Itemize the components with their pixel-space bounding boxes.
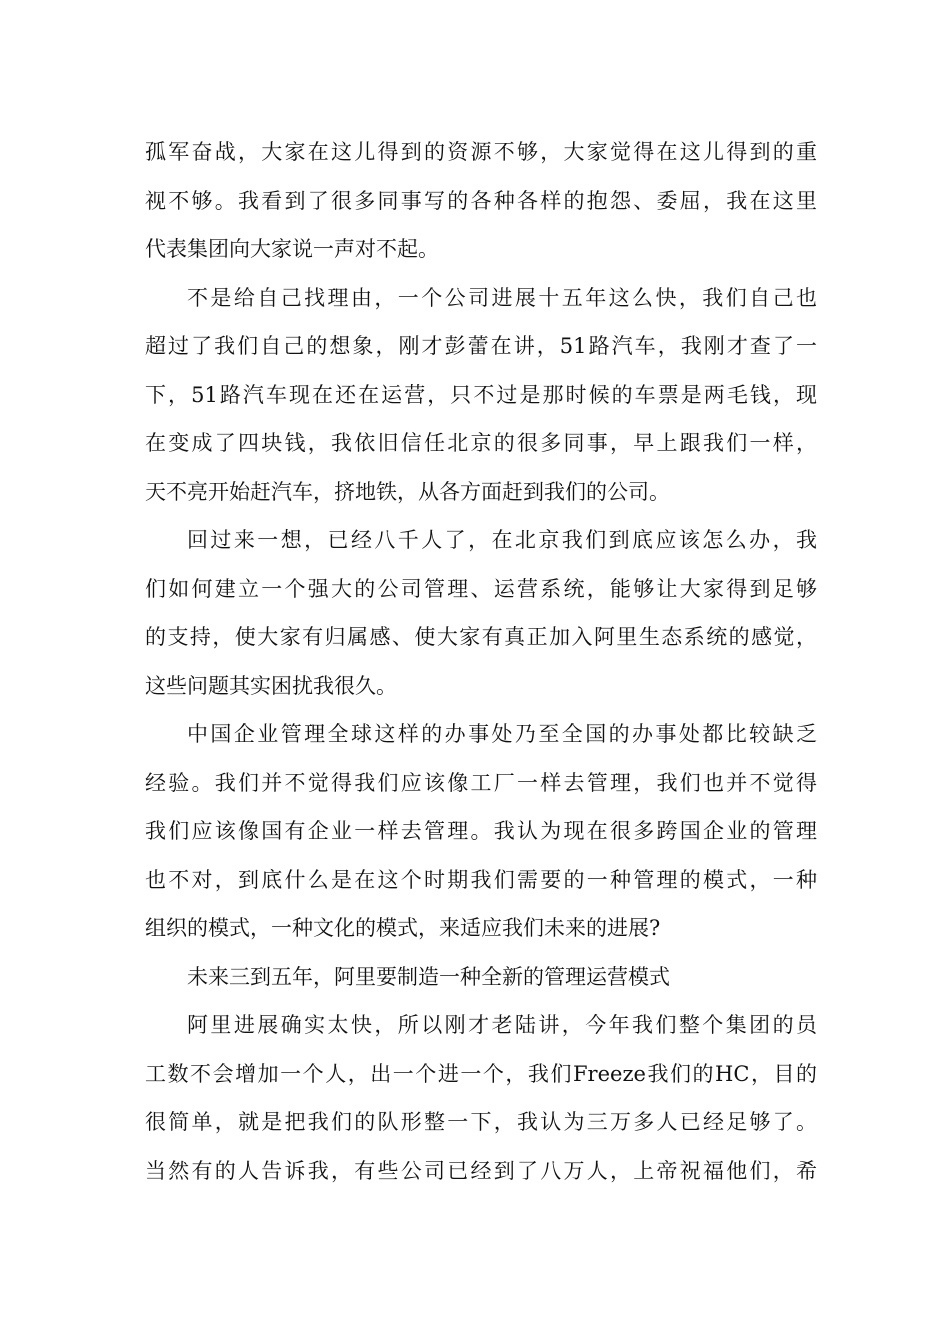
- text-line: 未来三到五年，阿里要制造一种全新的管理运营模式: [187, 964, 670, 989]
- text-line: 也不对，到底什么是在这个时期我们需要的一种管理的模式，一种: [145, 867, 817, 892]
- text-line: 代表集团向大家说一声对不起。: [145, 237, 439, 261]
- text-line: 阿里进展确实太快，所以刚才老陆讲，今年我们整个集团的员: [187, 1013, 817, 1037]
- text-line: 回过来一想，已经八千人了，在北京我们到底应该怎么办，我: [187, 528, 817, 552]
- text-line: 视不够。我看到了很多同事写的各种各样的抱怨、委屈，我在这里: [145, 188, 817, 213]
- text-line: 中国企业管理全球这样的办事处乃至全国的办事处都比较缺乏: [187, 722, 817, 746]
- text-line: 超过了我们自己的想象，刚才彭蕾在讲，51路汽车，我刚才查了一: [145, 334, 817, 358]
- text-line: 不是给自己找理由，一个公司进展十五年这么快，我们自己也: [187, 285, 817, 310]
- text-line: 天不亮开始赶汽车，挤地铁，从各方面赶到我们的公司。: [145, 479, 670, 504]
- text-line: 经验。我们并不觉得我们应该像工厂一样去管理，我们也并不觉得: [145, 770, 817, 795]
- text-line: 在变成了四块钱，我依旧信任北京的很多同事，早上跟我们一样，: [145, 431, 817, 455]
- text-line: 的支持，使大家有归属感、使大家有真正加入阿里生态系统的感觉，: [145, 625, 817, 649]
- document-body: [145, 128, 817, 1195]
- text-line: 很简单，就是把我们的队形整一下，我认为三万多人已经足够了。: [145, 1110, 817, 1134]
- text-line: 我们应该像国有企业一样去管理。我认为现在很多跨国企业的管理: [145, 819, 817, 843]
- text-line: 工数不会增加一个人，出一个进一个，我们Freeze我们的HC，目的: [145, 1061, 817, 1086]
- text-line: 这些问题其实困扰我很久。: [145, 673, 397, 698]
- text-line: 下，51路汽车现在还在运营，只不过是那时候的车票是两毛钱，现: [145, 382, 817, 407]
- text-line: 们如何建立一个强大的公司管理、运营系统，能够让大家得到足够: [145, 576, 817, 601]
- text-line: 孤军奋战，大家在这儿得到的资源不够，大家觉得在这儿得到的重: [145, 140, 817, 164]
- text-line: 组织的模式，一种文化的模式，来适应我们未来的进展?: [145, 916, 661, 940]
- text-line: 当然有的人告诉我，有些公司已经到了八万人，上帝祝福他们，希: [145, 1158, 817, 1183]
